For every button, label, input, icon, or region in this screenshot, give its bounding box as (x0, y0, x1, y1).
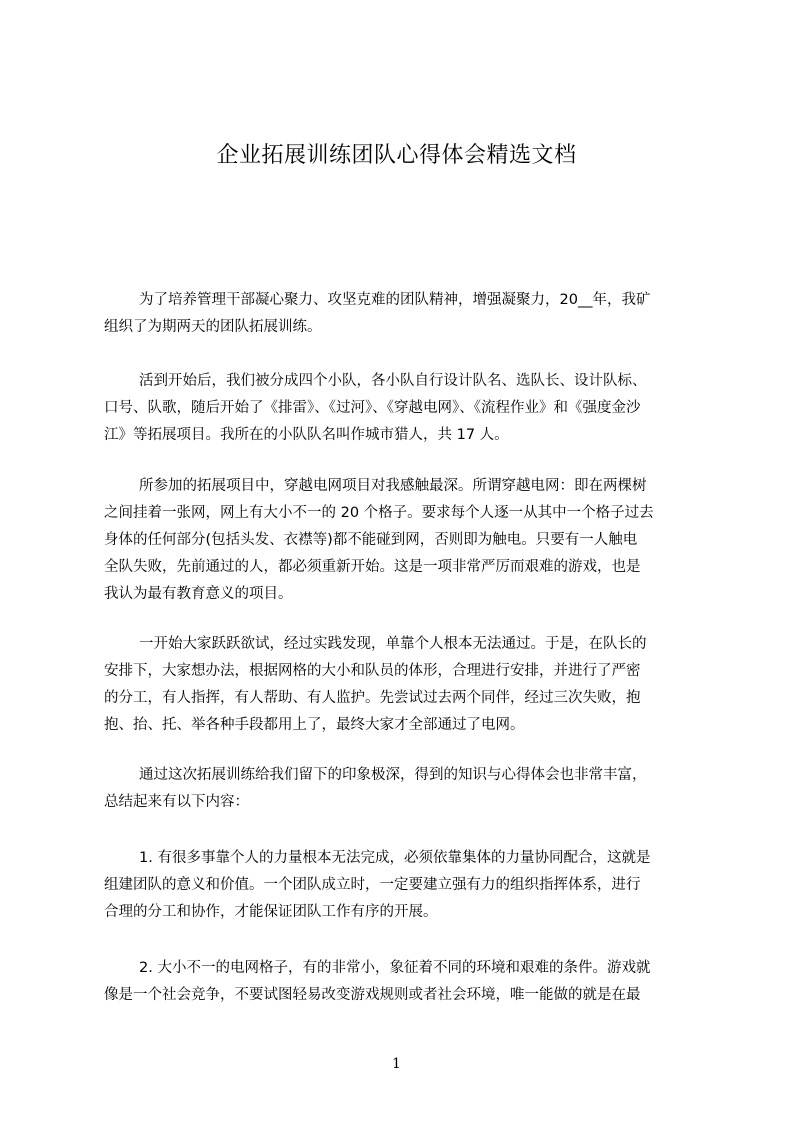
paragraph-line: 全队失败，先前通过的人，都必须重新开始。这是一项非常严厉而艰难的游戏，也是 (104, 559, 641, 575)
paragraph-line: 抱、抬、托、举各种手段都用上了，最终大家才全部通过了电网。 (104, 717, 525, 733)
paragraph-line: 活到开始后，我们被分成四个小队，各小队自行设计队名、选队长、设计队标、 (139, 373, 647, 389)
paragraph-line: 总结起来有以下内容： (104, 794, 249, 810)
paragraph-line: 通过这次拓展训练给我们留下的印象极深，得到的知识与心得体会也非常丰富， (139, 767, 647, 783)
paragraph-line: 江》等拓展项目。我所在的小队队名叫作城市猎人，共 17 人。 (104, 427, 509, 443)
paragraph-line: 所参加的拓展项目中，穿越电网项目对我感触最深。所谓穿越电网：即在两棵树 (139, 478, 647, 494)
paragraph-line: 1. 有很多事靠个人的力量根本无法完成，必须依靠集体的力量协同配合，这就是 (139, 850, 651, 866)
paragraph-line: 安排下，大家想办法，根据网格的大小和队员的体形，合理进行安排，并进行了严密 (104, 663, 641, 679)
paragraph-line: 合理的分工和协作，才能保证团队工作有序的开展。 (104, 904, 438, 920)
document-title: 企业拓展训练团队心得体会精选文档 (216, 143, 577, 168)
paragraph-7 (104, 955, 698, 1009)
paragraph-line: 组织了为期两天的团队拓展训练。 (104, 319, 322, 335)
paragraph-line: 我认为最有教育意义的项目。 (104, 586, 293, 602)
paragraph-1 (104, 287, 698, 341)
paragraph-line: 口号、队歌，随后开始了《排雷》、《过河》、《穿越电网》、《流程作业》和《强度金沙 (104, 400, 641, 416)
paragraph-line: 一开始大家跃跃欲试，经过实践发现，单靠个人根本无法通过。于是，在队长的 (139, 636, 647, 652)
paragraph-line: 之间挂着一张网，网上有大小不一的 20 个格子。要求每个人逐一从其中一个格子过去 (104, 505, 654, 521)
paragraph-2 (104, 368, 698, 449)
paragraph-line: 身体的任何部分(包括头发、衣襟等)都不能碰到网，否则即为触电。只要有一人触电 (104, 532, 638, 548)
paragraph-5 (104, 762, 698, 816)
paragraph-line: 的分工，有人指挥，有人帮助、有人监护。先尝试过去两个同伴，经过三次失败，抱 (104, 690, 641, 706)
paragraph-line: 2. 大小不一的电网格子，有的非常小，象征着不同的环境和艰难的条件。游戏就 (139, 960, 651, 976)
paragraph-line: 为了培养管理干部凝心聚力、攻坚克难的团队精神，增强凝聚力，20__年，我矿 (139, 292, 651, 308)
page-number: 1 (392, 1056, 401, 1072)
paragraph-line: 组建团队的意义和价值。一个团队成立时，一定要建立强有力的组织指挥体系，进行 (104, 877, 641, 893)
paragraph-3 (104, 473, 698, 608)
paragraph-6 (104, 845, 698, 926)
paragraph-4 (104, 631, 698, 739)
paragraph-line: 像是一个社会竞争，不要试图轻易改变游戏规则或者社会环境，唯一能做的就是在最 (104, 987, 641, 1003)
